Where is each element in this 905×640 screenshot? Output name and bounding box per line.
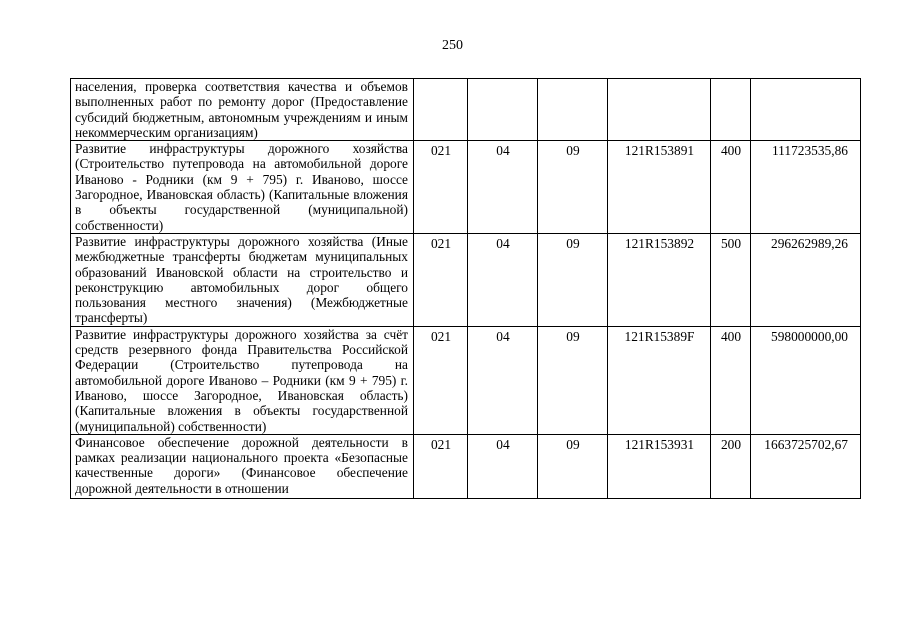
ministry-code-cell: 021 bbox=[414, 141, 468, 234]
section-code-cell: 04 bbox=[468, 434, 538, 498]
page-number: 250 bbox=[442, 38, 463, 53]
ministry-code-cell: 021 bbox=[414, 434, 468, 498]
amount-cell: 1663725702,67 bbox=[751, 434, 861, 498]
row-description: населения, проверка соответствия качества и объемов выполненных работ по ремонту дорог (Предоставление субсидий бюджетным, автономным учреждениям и иным некоммерческим организациям) bbox=[71, 79, 414, 141]
expense-type-cell: 500 bbox=[711, 233, 751, 326]
expense-type-cell bbox=[711, 79, 751, 141]
expense-type-cell: 400 bbox=[711, 141, 751, 234]
subsection-code-cell: 09 bbox=[538, 233, 608, 326]
expense-type-cell: 200 bbox=[711, 434, 751, 498]
row-description: Развитие инфраструктуры дорожного хозяйства (Иные межбюджетные трансферты бюджетам муниципальных образований Ивановской области на строительство и реконструкцию автомобильных дорог общего пользования местного значения) (Межбюджетные трансферты) bbox=[71, 233, 414, 326]
ministry-code-cell bbox=[414, 79, 468, 141]
section-code-cell: 04 bbox=[468, 141, 538, 234]
subsection-code-cell: 09 bbox=[538, 141, 608, 234]
target-article-cell: 121R153931 bbox=[608, 434, 711, 498]
table-row bbox=[71, 233, 861, 326]
target-article-cell: 121R15389F bbox=[608, 326, 711, 434]
row-description: Развитие инфраструктуры дорожного хозяйства за счёт средств резервного фонда Правительства Российской Федерации (Строительство путепровода на автомобильной дороге Иваново – Родники (км 9 + 795) г. Иваново, шоссе Загородное, Ивановская область) (Капитальные вложения в объекты государственной (муниципальной) собственности) bbox=[71, 326, 414, 434]
target-article-cell: 121R153892 bbox=[608, 233, 711, 326]
subsection-code-cell: 09 bbox=[538, 434, 608, 498]
row-description: Финансовое обеспечение дорожной деятельности в рамках реализации национального проекта «Безопасные качественные дороги» (Финансовое обеспечение дорожной деятельности в отношении bbox=[71, 434, 414, 498]
table-row bbox=[71, 434, 861, 498]
section-code-cell bbox=[468, 79, 538, 141]
budget-table bbox=[70, 78, 861, 499]
amount-cell: 598000000,00 bbox=[751, 326, 861, 434]
ministry-code-cell: 021 bbox=[414, 326, 468, 434]
table-row bbox=[71, 326, 861, 434]
section-code-cell: 04 bbox=[468, 233, 538, 326]
amount-cell bbox=[751, 79, 861, 141]
subsection-code-cell: 09 bbox=[538, 326, 608, 434]
target-article-cell: 121R153891 bbox=[608, 141, 711, 234]
table-row bbox=[71, 79, 861, 141]
amount-cell: 296262989,26 bbox=[751, 233, 861, 326]
table-row bbox=[71, 141, 861, 234]
subsection-code-cell bbox=[538, 79, 608, 141]
section-code-cell: 04 bbox=[468, 326, 538, 434]
target-article-cell bbox=[608, 79, 711, 141]
ministry-code-cell: 021 bbox=[414, 233, 468, 326]
amount-cell: 111723535,86 bbox=[751, 141, 861, 234]
row-description: Развитие инфраструктуры дорожного хозяйства (Строительство путепровода на автомобильной дороге Иваново - Родники (км 9 + 795) г. Иваново, шоссе Загородное, Ивановская область) (Капитальные вложения в объекты государственной (муниципальной) собственности) bbox=[71, 141, 414, 234]
expense-type-cell: 400 bbox=[711, 326, 751, 434]
